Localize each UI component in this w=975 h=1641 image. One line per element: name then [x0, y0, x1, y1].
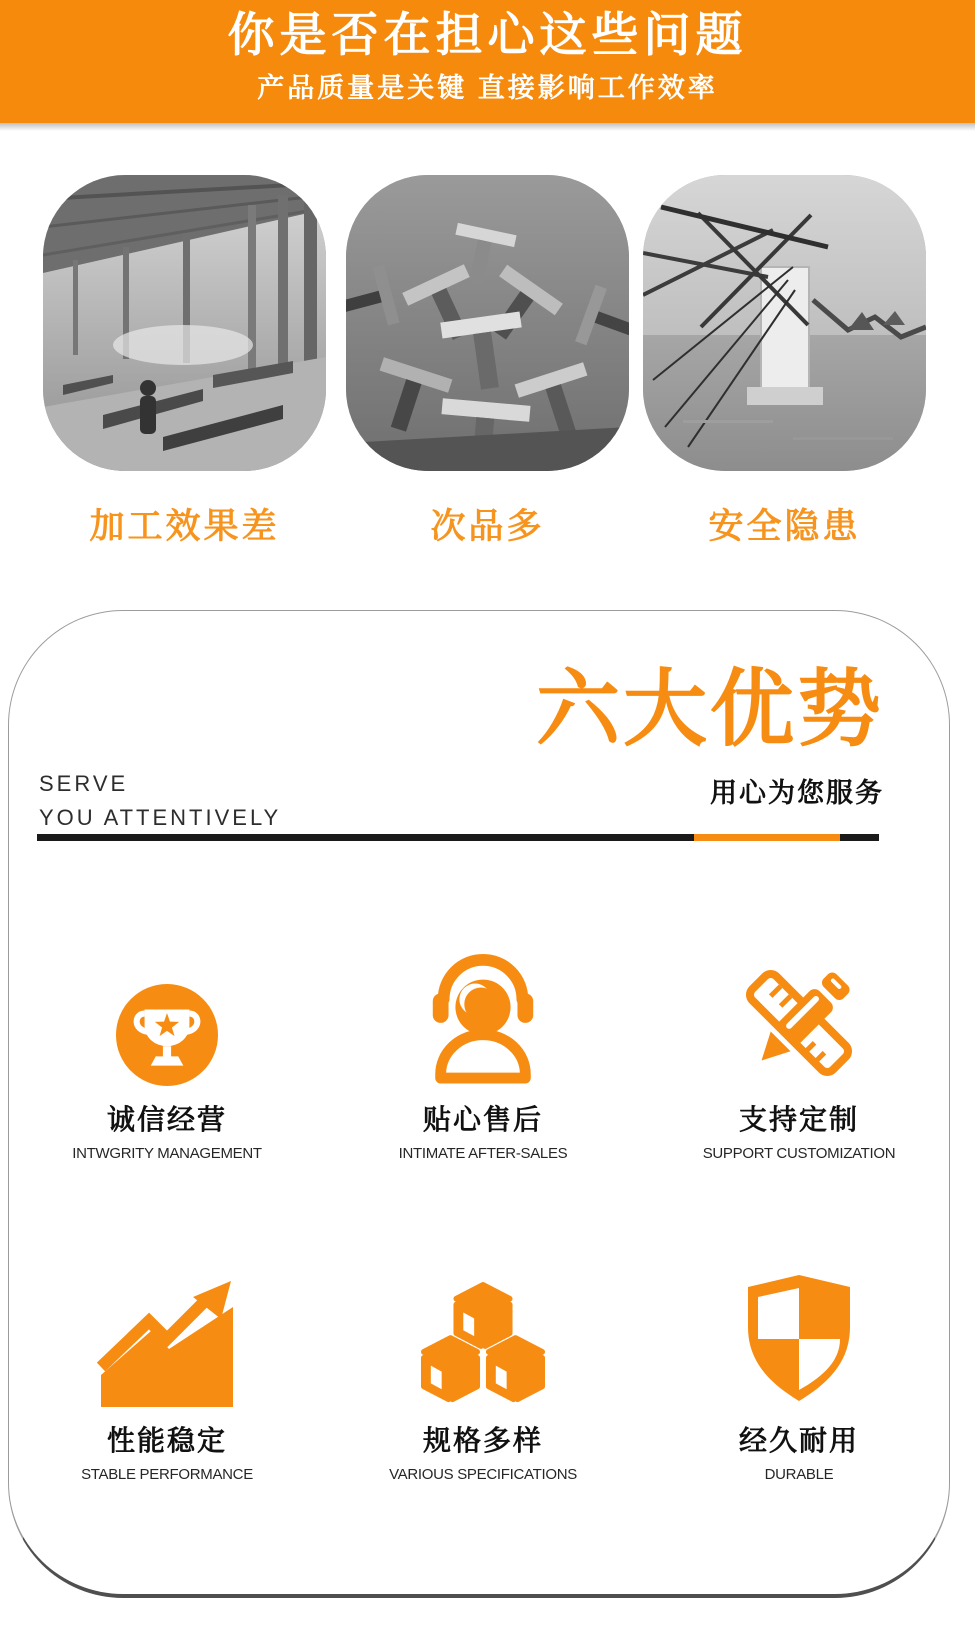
serve-line2: YOU ATTENTIVELY [39, 805, 282, 831]
divider-black-segment [37, 834, 694, 841]
cubes-icon [389, 1267, 577, 1407]
feature-title: 规格多样 [422, 1425, 543, 1456]
pencil-ruler-icon [703, 946, 896, 1086]
feature-performance [81, 1267, 253, 1483]
collapsed-bridge-photo [643, 175, 926, 471]
feature-integrity [72, 946, 262, 1162]
feature-specifications [389, 1267, 577, 1483]
feature-after-sales [399, 946, 568, 1162]
feature-customization [703, 946, 896, 1162]
banner-subtitle: 产品质量是关键 直接影响工作效率 [257, 72, 718, 103]
feature-title: 贴心售后 [422, 1104, 543, 1135]
feature-subtitle: VARIOUS SPECIFICATIONS [389, 1466, 577, 1483]
feature-subtitle: SUPPORT CUSTOMIZATION [702, 1145, 896, 1162]
feature-subtitle: INTIMATE AFTER-SALES [398, 1145, 568, 1162]
headset-support-icon [399, 946, 568, 1086]
serve-text [39, 767, 281, 835]
banner-title: 你是否在担心这些问题 [227, 8, 748, 61]
feature-title: 诚信经营 [106, 1104, 227, 1135]
feature-title: 支持定制 [738, 1104, 859, 1135]
problem-item-defects [346, 175, 629, 549]
problem-label: 次品多 [430, 507, 545, 546]
collapsed-bridge-illustration [643, 175, 926, 471]
factory-workshop-photo [43, 175, 326, 471]
checkered-shield-icon [738, 1267, 860, 1407]
factory-workshop-illustration [43, 175, 326, 471]
divider-orange-segment [694, 834, 840, 841]
section-divider [37, 834, 879, 841]
feature-durable [738, 1267, 860, 1483]
advantages-title: 六大优势 [535, 662, 884, 756]
problem-item-safety [643, 175, 926, 549]
steel-beams-illustration [346, 175, 629, 471]
feature-subtitle: DURABLE [764, 1466, 834, 1483]
steel-beams-pile-photo [346, 175, 629, 471]
serve-line1: SERVE [39, 771, 129, 796]
top-banner [0, 0, 975, 123]
feature-title: 性能稳定 [106, 1425, 227, 1456]
advantages-subtitle-cn: 用心为您服务 [710, 778, 884, 808]
feature-title: 经久耐用 [738, 1425, 859, 1456]
features-grid [9, 946, 957, 1483]
problem-label: 加工效果差 [89, 507, 280, 546]
feature-subtitle: INTWGRITY MANAGEMENT [72, 1145, 262, 1162]
divider-black-tip [840, 834, 879, 841]
advantages-card [8, 610, 950, 1598]
problem-label: 安全隐患 [708, 507, 861, 546]
trophy-icon [72, 946, 262, 1086]
feature-subtitle: STABLE PERFORMANCE [81, 1466, 253, 1483]
rising-chart-icon [81, 1267, 253, 1407]
problem-item-processing [43, 175, 326, 549]
